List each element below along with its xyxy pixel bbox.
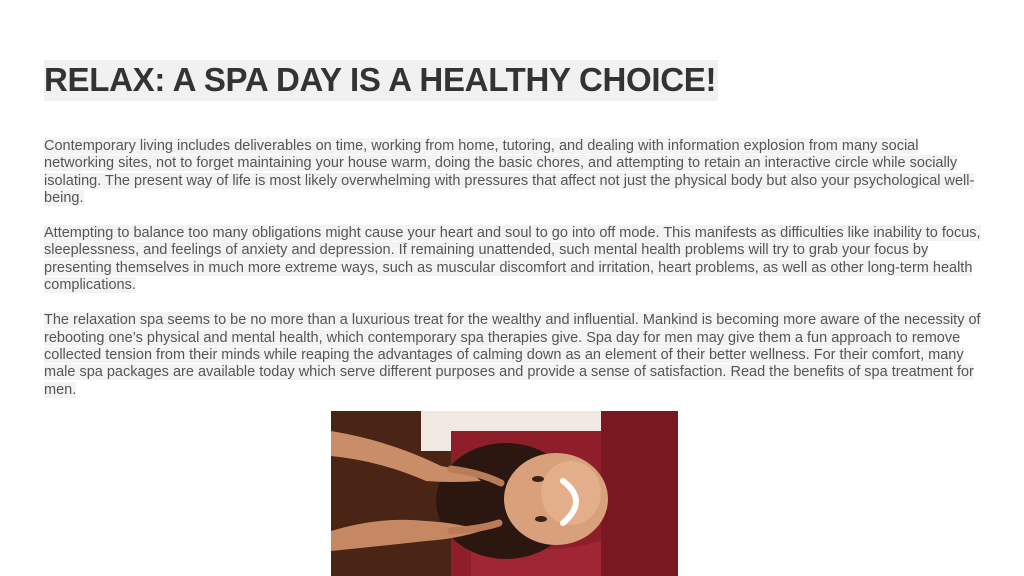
slide-title: RELAX: A SPA DAY IS A HEALTHY CHOICE! [44, 60, 718, 101]
spa-massage-photo [331, 411, 678, 576]
body-text [44, 138, 984, 417]
paragraph-1 [44, 138, 984, 207]
paragraph-2-text: Attempting to balance too many obligations might cause your heart and soul to go into off mode. This manifests as difficulties like inability to focus, sleeplessness, and feelings of anxiety and depression. If remaining unattended, such mental health problems will try to grab your focus by presenting themselves in much more extreme ways, such as muscular discomfort and irritation, heart problems, as well as other long-term health complications. [44, 225, 981, 294]
paragraph-3-text: The relaxation spa seems to be no more than a luxurious treat for the wealthy and influential. Mankind is becoming more aware of the necessity of rebooting one’s physical and mental health, which contemporary spa therapies give. Spa day for men may give them a fun approach to remove collected tension from their minds while reaping the advantages of calming down as an element of their better wellness. For their comfort, many male spa packages are available today which serve different purposes and provide a sense of satisfaction. Read the benefits of spa treatment for men. [44, 312, 981, 398]
paragraph-1-text: Contemporary living includes deliverables on time, working from home, tutoring, and dealing with information explosion from many social networking sites, not to forget maintaining your house warm, doing the basic chores, and attempting to retain an interactive circle while socially isolating. The present way of life is most likely overwhelming with pressures that affect not just the physical body but also your psychological well-being. [44, 138, 975, 206]
paragraph-2 [44, 225, 984, 294]
paragraph-3 [44, 312, 984, 398]
spa-photo-illustration [331, 411, 678, 576]
